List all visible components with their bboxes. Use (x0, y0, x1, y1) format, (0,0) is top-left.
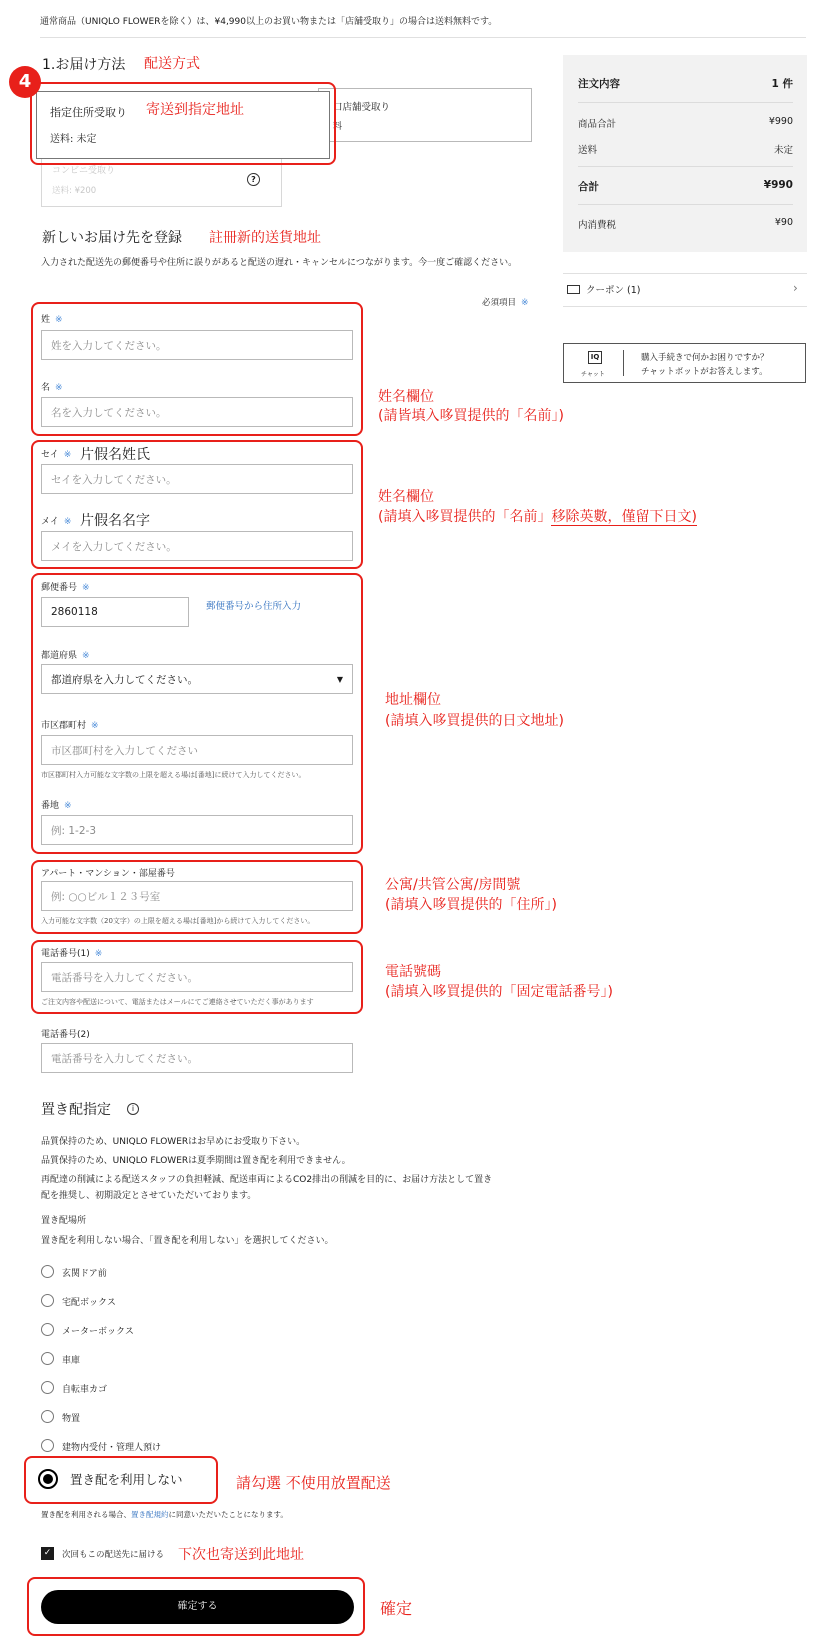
city-label-text: 市区郡町村 (41, 721, 87, 731)
summary-subtotal-label: 商品合計 (578, 119, 617, 130)
no-okihai-annotation: 請勾選 不使用放置配送 (236, 1474, 391, 1492)
apartment-annotation-2: (請填入哆買提供的「住所」) (385, 897, 557, 913)
radio-option[interactable] (41, 1265, 54, 1278)
coupon-divider-bottom (563, 306, 807, 307)
kana-annotation-2b: 移除英數，僅留下日文) (551, 509, 697, 525)
coupon-row[interactable] (563, 274, 807, 306)
required-mark: ※ (64, 801, 72, 811)
coupon-label: クーポン (1) (586, 285, 641, 296)
first-kana-annotation: 片假名名字 (80, 513, 150, 529)
convenience-option-title: コンビニ受取り (52, 166, 116, 176)
required-mark: ※ (94, 949, 103, 959)
store-pickup-fee: 料 (333, 122, 343, 132)
chat-sub-label: チャット (581, 371, 605, 378)
address-annotation-1: 地址欄位 (385, 692, 441, 708)
summary-shipping-label: 送料 (578, 145, 598, 156)
remember-checkbox[interactable]: ✓ (41, 1547, 54, 1560)
apartment-label: アパート・マンション・部屋番号 (41, 869, 175, 879)
prefecture-select-value: 都道府県を入力してください。 (51, 673, 198, 686)
required-mark: ※ (91, 721, 99, 731)
summary-title-row (578, 76, 793, 91)
radio-option[interactable] (41, 1352, 54, 1365)
store-pickup-title: 口店舗受取り (333, 102, 391, 113)
new-address-heading: 新しいお届け先を登録 (42, 230, 182, 246)
postal-label-text: 郵便番号 (41, 583, 78, 593)
phone2-label: 電話番号(2) (41, 1030, 90, 1040)
last-name-label-text: 姓 (41, 315, 51, 325)
name-annotation-2: (請皆填入哆買提供的「名前」) (378, 408, 564, 424)
apartment-input[interactable]: 例: ○○ビル１２３号室 (41, 881, 353, 911)
confirm-button[interactable]: 確定する (41, 1590, 354, 1624)
address-delivery-title: 指定住所受取り (50, 106, 127, 119)
help-icon[interactable]: ? (247, 173, 260, 186)
city-hint: 市区郡町村入力可能な文字数の上限を超える場は[番地]に続けて入力してください。 (41, 771, 306, 779)
kana-highlight-box (31, 440, 363, 569)
step-badge: 4 (9, 66, 41, 98)
radio-option[interactable] (41, 1410, 54, 1423)
chat-line-2: チャットボットがお答えします。 (641, 367, 768, 377)
summary-shipping-value: 未定 (773, 145, 793, 156)
address-highlight-box (31, 573, 363, 854)
first-kana-input[interactable]: メイを入力してください。 (41, 531, 353, 561)
okihai-place-title: 置き配場所 (41, 1216, 87, 1226)
chat-line-1: 購入手続きで何かお困りですか？ (641, 353, 769, 363)
kana-annotation-1: 姓名欄位 (378, 489, 434, 505)
phone-highlight-box (31, 940, 363, 1014)
radio-option[interactable] (41, 1323, 54, 1336)
okihai-terms (41, 1509, 288, 1520)
radio-option[interactable] (41, 1439, 54, 1452)
chat-icon: IQ (588, 351, 602, 364)
terms-link[interactable]: 置き配規約 (131, 1510, 169, 1519)
street-input[interactable]: 例: 1-2-3 (41, 815, 353, 845)
city-input[interactable]: 市区郡町村を入力してください (41, 735, 353, 765)
address-delivery-annotation: 寄送到指定地址 (146, 102, 244, 118)
chevron-right-icon: › (793, 281, 798, 295)
summary-divider (578, 204, 793, 205)
okihai-option-label: 玄関ドア前 (62, 1269, 107, 1279)
remember-label: 次回もこの配送先に届ける (62, 1550, 165, 1560)
required-mark: ※ (63, 517, 72, 527)
last-kana-input[interactable]: セイを入力してください。 (41, 464, 353, 494)
postal-input[interactable]: 2860118 (41, 597, 189, 627)
summary-tax-row (578, 217, 793, 231)
okihai-place-desc: 置き配を利用しない場合、「置き配を利用しない」を選択してください。 (41, 1236, 334, 1246)
confirm-annotation: 確定 (380, 1599, 413, 1618)
first-kana-label-text: メイ (41, 517, 59, 527)
phone1-hint: ご注文内容や配送について、電話またはメールにてご連絡させていただく事があります (41, 998, 314, 1006)
okihai-option-label: 物置 (62, 1414, 81, 1424)
coupon-icon (567, 285, 580, 294)
delivery-heading: 1.お届け方法 (42, 57, 126, 73)
no-okihai-highlight-box (24, 1456, 218, 1504)
first-name-input[interactable]: 名を入力してください。 (41, 397, 353, 427)
summary-tax-value: ¥90 (774, 217, 793, 228)
apartment-highlight-box (31, 860, 363, 934)
info-icon[interactable]: i (127, 1103, 139, 1115)
new-address-annotation: 註冊新的送貨地址 (209, 230, 321, 246)
no-okihai-label: 置き配を利用しない (70, 1472, 183, 1487)
summary-total-value: ¥990 (763, 179, 793, 191)
okihai-option-label: 建物内受付・管理人預け (62, 1443, 162, 1453)
top-divider (40, 37, 806, 38)
new-address-note: 入力された配送先の郵便番号や住所に誤りがあると配送の遅れ・キャンセルにつながります。今一度ご確認ください。 (41, 258, 518, 268)
address-annotation-2: (請填入哆買提供的日文地址) (385, 713, 564, 729)
apartment-hint: 入力可能な文字数（20文字）の上限を超える場は[番地]から続けて入力してください。 (41, 917, 315, 925)
okihai-heading: 置き配指定 (41, 1102, 111, 1118)
phone1-input[interactable]: 電話番号を入力してください。 (41, 962, 353, 992)
summary-total-label: 合計 (578, 181, 599, 193)
phone1-label-text: 電話番号(1) (41, 949, 90, 959)
postal-lookup-link[interactable]: 郵便番号から住所入力 (206, 601, 302, 612)
required-mark: ※ (82, 651, 90, 661)
required-note (482, 296, 529, 308)
radio-option[interactable] (41, 1381, 54, 1394)
name-highlight-box (31, 302, 363, 436)
required-mark: ※ (82, 583, 90, 593)
required-note-text: 必須項目 (482, 298, 517, 308)
last-kana-label-text: セイ (41, 450, 59, 460)
apartment-annotation-1: 公寓/共管公寓/房間號 (385, 877, 521, 893)
address-delivery-fee: 送料: 未定 (50, 134, 97, 145)
summary-divider (578, 166, 793, 167)
terms-suffix: に同意いただいたことになります。 (168, 1510, 288, 1519)
okihai-option-label: 自転車カゴ (62, 1385, 108, 1395)
okihai-desc-3a: 再配達の削減による配送スタッフの負担軽減、配送車両によるCO2排出の削減を目的に、お届け方法として置き (41, 1175, 493, 1185)
okihai-desc-1: 品質保持のため、UNIQLO FLOWERはお早めにお受取り下さい。 (41, 1137, 306, 1147)
okihai-desc-3b: 配を推奨し、初期設定とさせていただいております。 (41, 1191, 257, 1201)
summary-total-row (578, 179, 793, 194)
remember-annotation: 下次也寄送到此地址 (178, 1547, 304, 1563)
required-mark: ※ (63, 450, 72, 460)
required-mark: ※ (55, 315, 63, 325)
delivery-highlight-box (30, 82, 336, 165)
summary-subtotal-row (578, 116, 793, 130)
chatbot-box[interactable] (563, 343, 806, 383)
phone-annotation-1: 電話號碼 (385, 964, 441, 980)
prefecture-label-text: 都道府県 (41, 651, 78, 661)
kana-annotation-2 (378, 506, 697, 526)
store-pickup-option[interactable] (318, 88, 532, 142)
confirm-highlight-box (27, 1577, 365, 1636)
phone2-input[interactable]: 電話番号を入力してください。 (41, 1043, 353, 1073)
summary-shipping-row (578, 142, 793, 156)
terms-prefix: 置き配を利用される場合、 (41, 1510, 131, 1519)
last-kana-annotation: 片假名姓氏 (80, 447, 150, 463)
last-name-input[interactable]: 姓を入力してください。 (41, 330, 353, 360)
summary-subtotal-value: ¥990 (768, 116, 793, 127)
chevron-down-icon: ▼ (336, 674, 343, 684)
okihai-option-label: 宅配ボックス (62, 1298, 116, 1308)
street-label-text: 番地 (41, 801, 60, 811)
required-mark: ※ (521, 298, 529, 308)
radio-option[interactable] (41, 1294, 54, 1307)
okihai-option-label: 車庫 (62, 1356, 81, 1366)
summary-title: 注文内容 (578, 78, 620, 90)
okihai-option-label: メーターボックス (62, 1327, 134, 1337)
summary-count: 1 件 (771, 78, 793, 90)
okihai-desc-2: 品質保持のため、UNIQLO FLOWERは夏季期間は置き配を利用できません。 (41, 1156, 351, 1166)
summary-tax-label: 内消費税 (578, 220, 617, 231)
summary-divider (578, 102, 793, 103)
name-annotation-1: 姓名欄位 (378, 389, 434, 405)
shipping-notice: 通常商品（UNIQLO FLOWERを除く）は、¥4,990以上のお買い物または「店舗受取り」の場合は送料無料です。 (40, 17, 498, 27)
first-name-label-text: 名 (41, 383, 51, 393)
kana-annotation-2a: (請填入哆買提供的「名前」 (378, 509, 552, 525)
required-mark: ※ (55, 383, 63, 393)
convenience-option-fee: 送料: ¥200 (52, 186, 97, 196)
delivery-heading-annotation: 配送方式 (144, 56, 200, 72)
chat-divider (623, 350, 624, 376)
phone-annotation-2: (請填入哆買提供的「固定電話番号」) (385, 984, 613, 1000)
